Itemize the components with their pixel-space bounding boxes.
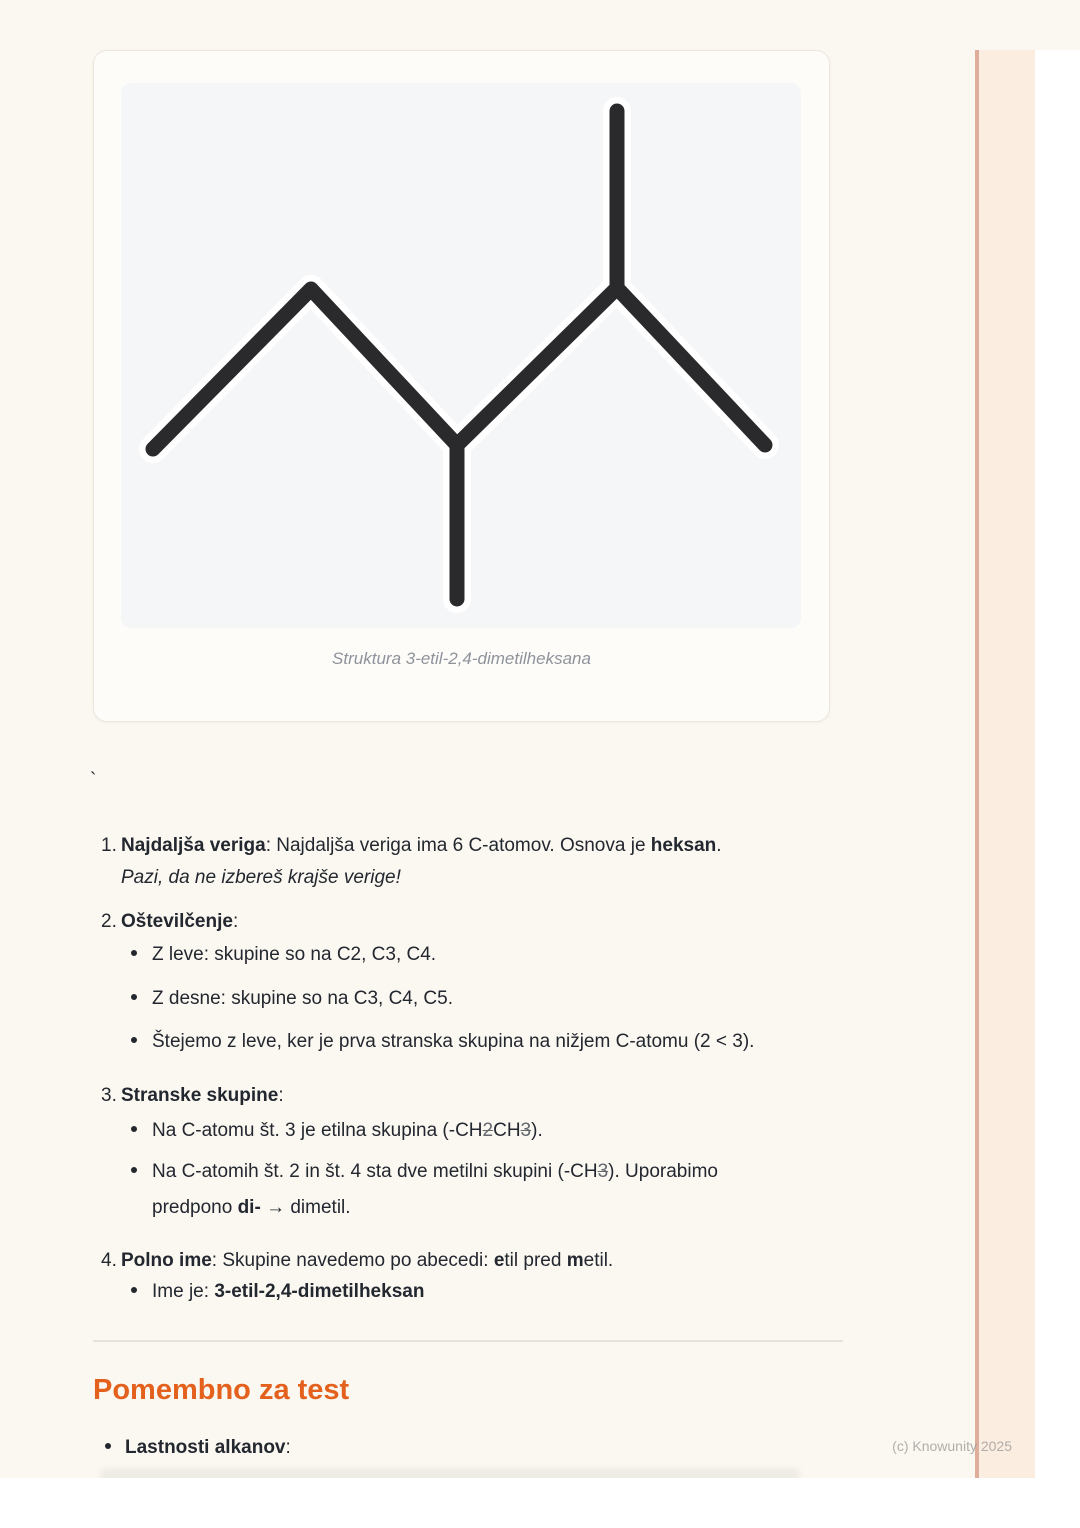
bullet-icon [131, 950, 137, 956]
bullet-icon [105, 1443, 111, 1449]
step-4-text: etil. [583, 1250, 614, 1271]
page-edge-stripe [975, 50, 1035, 1478]
bullet-icon [131, 1287, 137, 1293]
bullet-item [93, 1029, 863, 1055]
step-2-colon: : [232, 911, 239, 932]
bullet-text: : [285, 1437, 291, 1458]
bullet-text: ). Uporabimo [608, 1161, 718, 1182]
step-4-number: 4. [101, 1250, 117, 1271]
struck-subscript: 3 [597, 1161, 609, 1182]
bullet-item [93, 1159, 863, 1185]
bullet-text: predpono [152, 1197, 238, 1218]
bullet-item [93, 1435, 291, 1461]
section-divider [93, 1340, 843, 1342]
bullet-icon [131, 1126, 137, 1132]
step-2-line [93, 909, 863, 935]
step-4-line [93, 1248, 863, 1274]
struck-subscript: 3 [520, 1120, 532, 1141]
bullet-item [93, 1279, 863, 1305]
bullet-text: Na C-atomih št. 2 in št. 4 sta dve metilni skupini (-CH [152, 1161, 598, 1182]
structure-drawing [121, 83, 801, 628]
struck-subscript: 2 [482, 1120, 494, 1141]
compound-name: 3-etil-2,4-dimetilheksan [214, 1281, 425, 1302]
section-heading: Pomembno za test [93, 1374, 350, 1406]
bullet-text: Štejemo z leve, ker je prva stranska skupina na nižjem C-atomu (2 < 3). [152, 1031, 755, 1052]
step-1-line [93, 833, 863, 859]
bullet-text: Ime je: [152, 1281, 215, 1302]
step-3-colon: : [278, 1085, 284, 1106]
bullet-text: Z desne: skupine so na C3, C4, C5. [152, 988, 453, 1009]
bullet-icon [131, 1167, 137, 1173]
bullet-text: Z leve: skupine so na C2, C3, C4. [152, 944, 437, 965]
step-3-title: Stranske skupine [121, 1085, 279, 1106]
step-1-period: . [716, 835, 722, 856]
step-1-number: 1. [101, 835, 117, 856]
step-3-line [93, 1083, 863, 1109]
bullet-continuation [93, 1195, 922, 1221]
bullet-text: ). [531, 1120, 543, 1141]
step-2-title: Oštevilčenje [121, 911, 233, 932]
step-1-text: : Najdaljša veriga ima 6 C-atomov. Osnova je [265, 835, 651, 856]
bullet-icon [131, 1037, 137, 1043]
bullet-item [93, 1118, 863, 1144]
page-bottom-margin [0, 1478, 1080, 1528]
structure-image [121, 83, 801, 628]
step-1-note: Pazi, da ne izbereš krajše verige! [121, 867, 401, 888]
bullet-text: CH [493, 1120, 521, 1141]
prefix-bold: di- [237, 1197, 261, 1218]
step-3-number: 3. [101, 1085, 117, 1106]
right-margin-panel [1035, 50, 1080, 1478]
bullet-text-bold: Lastnosti alkanov [125, 1437, 286, 1458]
step-1-title: Najdaljša veriga [121, 835, 266, 856]
step-4-text: : Skupine navedemo po abecedi: [211, 1250, 494, 1271]
step-4-bold-e: e [493, 1250, 505, 1271]
bond-lines [153, 111, 765, 599]
bullet-item [93, 942, 863, 968]
step-1-bold-term: heksan [650, 835, 717, 856]
bullet-text: Na C-atomu št. 3 je etilna skupina (-CH [152, 1120, 483, 1141]
bullet-text: → dimetil. [260, 1197, 351, 1218]
watermark: (c) Knowunity 2025 [892, 1438, 1012, 1454]
step-4-text: til pred [504, 1250, 567, 1271]
step-4-bold-m: m [566, 1250, 584, 1271]
stray-character: ` [90, 770, 97, 791]
step-2-number: 2. [101, 911, 117, 932]
figure-card [93, 50, 830, 722]
bullet-item [93, 986, 863, 1012]
step-4-title: Polno ime [121, 1250, 212, 1271]
figure-caption: Struktura 3-etil-2,4-dimetilheksana [332, 649, 591, 668]
bullet-icon [131, 994, 137, 1000]
